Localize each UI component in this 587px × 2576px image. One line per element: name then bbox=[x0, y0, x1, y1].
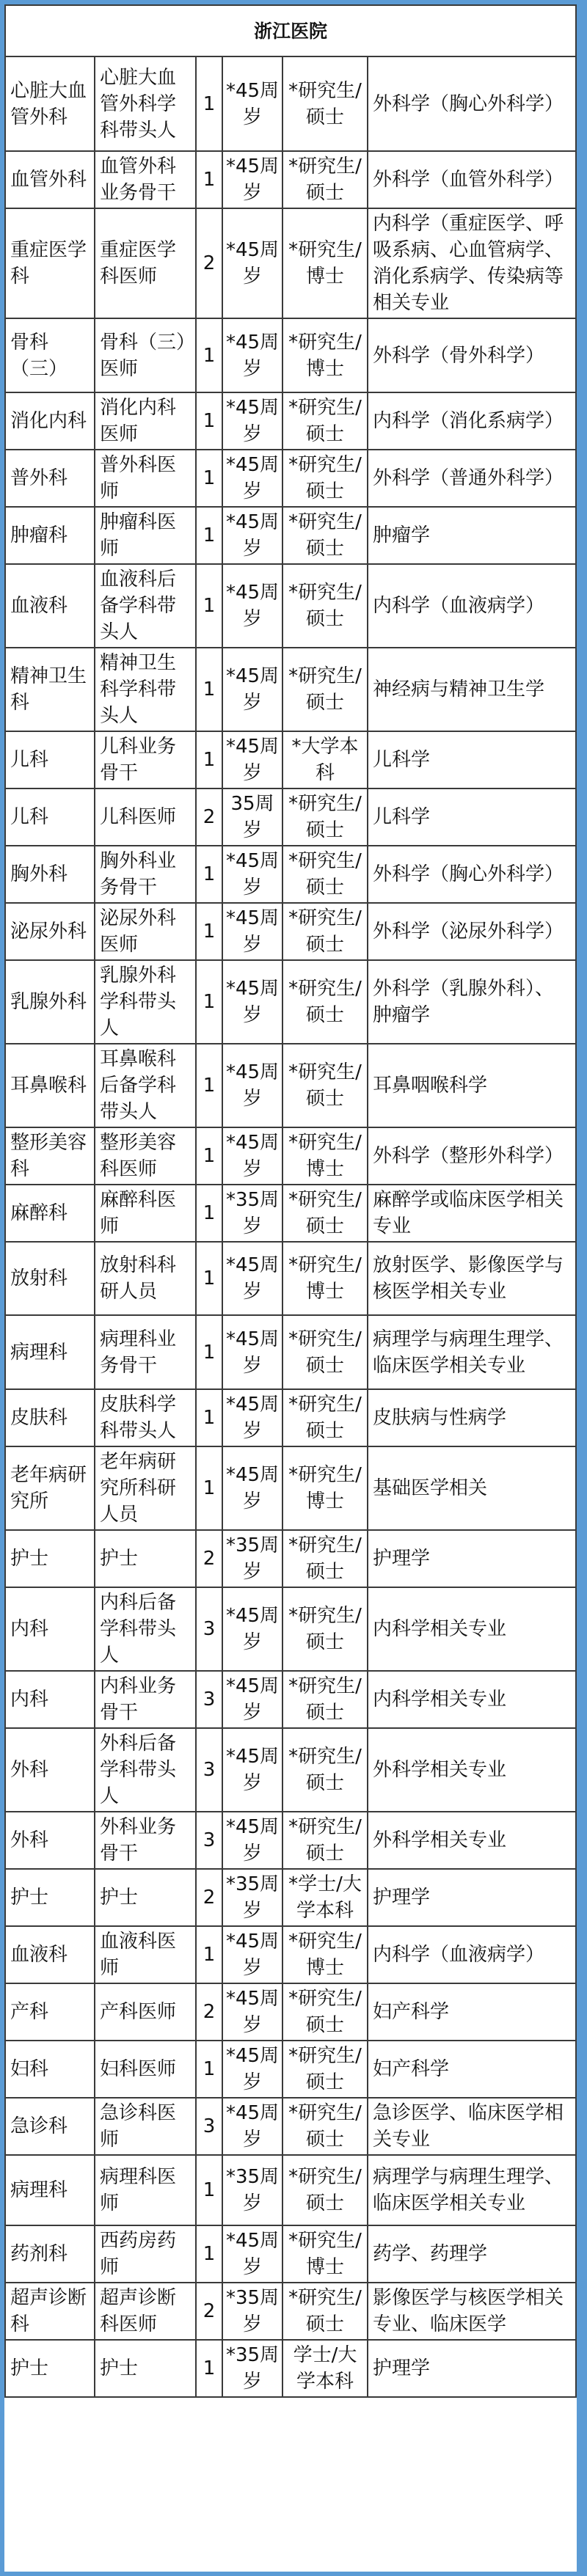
count-cell: 2 bbox=[196, 208, 222, 318]
count-cell: 1 bbox=[196, 2155, 222, 2225]
dept-cell: 妇科 bbox=[5, 2041, 95, 2098]
major-cell: 肿瘤学 bbox=[368, 507, 576, 564]
major-cell: 外科学（胸心外科学） bbox=[368, 56, 576, 151]
count-cell: 1 bbox=[196, 1044, 222, 1127]
table-row bbox=[5, 507, 576, 564]
dept-cell: 重症医学科 bbox=[5, 208, 95, 318]
age-cell: *45周岁 bbox=[222, 564, 282, 648]
dept-cell: 普外科 bbox=[5, 450, 95, 507]
major-cell: 药学、药理学 bbox=[368, 2225, 576, 2283]
education-cell: *研究生/硕士 bbox=[282, 1728, 368, 1812]
position-cell: 心脏大血管外科学科带头人 bbox=[95, 56, 196, 151]
count-cell: 3 bbox=[196, 1587, 222, 1671]
position-cell: 皮肤科学科带头人 bbox=[95, 1389, 196, 1446]
table-row bbox=[5, 1127, 576, 1185]
education-cell: *研究生/硕士 bbox=[282, 648, 368, 731]
table-row bbox=[5, 1587, 576, 1671]
age-cell: *45周岁 bbox=[222, 318, 282, 392]
major-cell: 麻醉学或临床医学相关专业 bbox=[368, 1185, 576, 1242]
dept-cell: 血液科 bbox=[5, 564, 95, 648]
education-cell: *研究生/硕士 bbox=[282, 903, 368, 960]
education-cell: *学士/大学本科 bbox=[282, 1869, 368, 1926]
age-cell: *45周岁 bbox=[222, 1446, 282, 1530]
education-cell: *研究生/硕士 bbox=[282, 1389, 368, 1446]
dept-cell: 耳鼻喉科 bbox=[5, 1044, 95, 1127]
dept-cell: 精神卫生科 bbox=[5, 648, 95, 731]
position-cell: 血管外科业务骨干 bbox=[95, 151, 196, 208]
position-cell: 泌尿外科医师 bbox=[95, 903, 196, 960]
education-cell: *研究生/博士 bbox=[282, 318, 368, 392]
education-cell: *研究生/硕士 bbox=[282, 1812, 368, 1869]
position-cell: 血液科医师 bbox=[95, 1926, 196, 1983]
dept-cell: 护士 bbox=[5, 1869, 95, 1926]
education-cell: *研究生/博士 bbox=[282, 1242, 368, 1315]
major-cell: 内科学（重症医学、呼吸系病、心血管病学、消化系病学、传染病等相关专业 bbox=[368, 208, 576, 318]
dept-cell: 消化内科 bbox=[5, 392, 95, 450]
dept-cell: 胸外科 bbox=[5, 846, 95, 903]
dept-cell: 护士 bbox=[5, 2340, 95, 2397]
position-cell: 血液科后备学科带头人 bbox=[95, 564, 196, 648]
age-cell: *45周岁 bbox=[222, 2225, 282, 2283]
major-cell: 内科学（血液病学） bbox=[368, 564, 576, 648]
table-row bbox=[5, 1185, 576, 1242]
major-cell: 内科学相关专业 bbox=[368, 1671, 576, 1728]
table-row bbox=[5, 318, 576, 392]
age-cell: *35周岁 bbox=[222, 2155, 282, 2225]
major-cell: 内科学（血液病学） bbox=[368, 1926, 576, 1983]
age-cell: *35周岁 bbox=[222, 2340, 282, 2397]
table-row bbox=[5, 56, 576, 151]
major-cell: 外科学（骨外科学） bbox=[368, 318, 576, 392]
position-cell: 骨科（三）医师 bbox=[95, 318, 196, 392]
position-cell: 儿科医师 bbox=[95, 788, 196, 846]
dept-cell: 产科 bbox=[5, 1983, 95, 2041]
count-cell: 3 bbox=[196, 2098, 222, 2155]
table-row bbox=[5, 2155, 576, 2225]
dept-cell: 肿瘤科 bbox=[5, 507, 95, 564]
education-cell: *研究生/硕士 bbox=[282, 450, 368, 507]
table-row bbox=[5, 2098, 576, 2155]
education-cell: *研究生/硕士 bbox=[282, 2098, 368, 2155]
age-cell: *45周岁 bbox=[222, 1983, 282, 2041]
major-cell: 耳鼻咽喉科学 bbox=[368, 1044, 576, 1127]
education-cell: *研究生/硕士 bbox=[282, 2155, 368, 2225]
table-row bbox=[5, 1869, 576, 1926]
age-cell: *45周岁 bbox=[222, 1389, 282, 1446]
dept-cell: 放射科 bbox=[5, 1242, 95, 1315]
count-cell: 1 bbox=[196, 392, 222, 450]
table-row bbox=[5, 846, 576, 903]
major-cell: 急诊医学、临床医学相关专业 bbox=[368, 2098, 576, 2155]
major-cell: 外科学（血管外科学） bbox=[368, 151, 576, 208]
dept-cell: 骨科（三） bbox=[5, 318, 95, 392]
count-cell: 1 bbox=[196, 903, 222, 960]
age-cell: *45周岁 bbox=[222, 648, 282, 731]
table-row bbox=[5, 1389, 576, 1446]
position-cell: 麻醉科医师 bbox=[95, 1185, 196, 1242]
education-cell: *研究生/硕士 bbox=[282, 1587, 368, 1671]
position-cell: 病理科医师 bbox=[95, 2155, 196, 2225]
major-cell: 皮肤病与性病学 bbox=[368, 1389, 576, 1446]
age-cell: *35周岁 bbox=[222, 1185, 282, 1242]
table-row bbox=[5, 1983, 576, 2041]
major-cell: 外科学（普通外科学） bbox=[368, 450, 576, 507]
position-cell: 耳鼻喉科后备学科带头人 bbox=[95, 1044, 196, 1127]
count-cell: 2 bbox=[196, 2283, 222, 2340]
major-cell: 护理学 bbox=[368, 1869, 576, 1926]
education-cell: *研究生/硕士 bbox=[282, 56, 368, 151]
major-cell: 儿科学 bbox=[368, 731, 576, 788]
age-cell: *45周岁 bbox=[222, 392, 282, 450]
education-cell: *研究生/博士 bbox=[282, 208, 368, 318]
dept-cell: 内科 bbox=[5, 1587, 95, 1671]
dept-cell: 老年病研究所 bbox=[5, 1446, 95, 1530]
count-cell: 3 bbox=[196, 1812, 222, 1869]
table-row bbox=[5, 788, 576, 846]
count-cell: 1 bbox=[196, 2340, 222, 2397]
count-cell: 1 bbox=[196, 1242, 222, 1315]
position-cell: 精神卫生科学科带头人 bbox=[95, 648, 196, 731]
position-cell: 急诊科医师 bbox=[95, 2098, 196, 2155]
education-cell: *研究生/硕士 bbox=[282, 1983, 368, 2041]
count-cell: 1 bbox=[196, 450, 222, 507]
position-cell: 护士 bbox=[95, 2340, 196, 2397]
education-cell: *研究生/博士 bbox=[282, 1926, 368, 1983]
count-cell: 3 bbox=[196, 1728, 222, 1812]
count-cell: 1 bbox=[196, 1926, 222, 1983]
dept-cell: 麻醉科 bbox=[5, 1185, 95, 1242]
count-cell: 1 bbox=[196, 846, 222, 903]
position-cell: 胸外科业务骨干 bbox=[95, 846, 196, 903]
dept-cell: 血管外科 bbox=[5, 151, 95, 208]
education-cell: *研究生/硕士 bbox=[282, 960, 368, 1044]
major-cell: 外科学（整形外科学） bbox=[368, 1127, 576, 1185]
count-cell: 1 bbox=[196, 2041, 222, 2098]
age-cell: *45周岁 bbox=[222, 903, 282, 960]
education-cell: *研究生/硕士 bbox=[282, 2283, 368, 2340]
position-cell: 重症医学科医师 bbox=[95, 208, 196, 318]
position-cell: 肿瘤科医师 bbox=[95, 507, 196, 564]
major-cell: 外科学（胸心外科学） bbox=[368, 846, 576, 903]
age-cell: *45周岁 bbox=[222, 2098, 282, 2155]
dept-cell: 血液科 bbox=[5, 1926, 95, 1983]
count-cell: 1 bbox=[196, 1389, 222, 1446]
table-row bbox=[5, 2340, 576, 2397]
count-cell: 1 bbox=[196, 56, 222, 151]
major-cell: 护理学 bbox=[368, 1530, 576, 1587]
age-cell: *45周岁 bbox=[222, 56, 282, 151]
position-cell: 内科后备学科带头人 bbox=[95, 1587, 196, 1671]
age-cell: *45周岁 bbox=[222, 2041, 282, 2098]
age-cell: *45周岁 bbox=[222, 1926, 282, 1983]
table-row bbox=[5, 151, 576, 208]
education-cell: *研究生/硕士 bbox=[282, 846, 368, 903]
age-cell: *45周岁 bbox=[222, 1242, 282, 1315]
table-row bbox=[5, 1242, 576, 1315]
major-cell: 内科学（消化系病学） bbox=[368, 392, 576, 450]
major-cell: 外科学相关专业 bbox=[368, 1812, 576, 1869]
major-cell: 外科学（泌尿外科学） bbox=[368, 903, 576, 960]
count-cell: 1 bbox=[196, 1127, 222, 1185]
table-row bbox=[5, 2041, 576, 2098]
age-cell: *45周岁 bbox=[222, 151, 282, 208]
dept-cell: 心脏大血管外科 bbox=[5, 56, 95, 151]
table-row bbox=[5, 1044, 576, 1127]
major-cell: 病理学与病理生理学、临床医学相关专业 bbox=[368, 1315, 576, 1389]
position-cell: 普外科医师 bbox=[95, 450, 196, 507]
dept-cell: 儿科 bbox=[5, 731, 95, 788]
dept-cell: 超声诊断科 bbox=[5, 2283, 95, 2340]
major-cell: 放射医学、影像医学与核医学相关专业 bbox=[368, 1242, 576, 1315]
position-cell: 妇科医师 bbox=[95, 2041, 196, 2098]
major-cell: 护理学 bbox=[368, 2340, 576, 2397]
table-row bbox=[5, 392, 576, 450]
education-cell: *研究生/硕士 bbox=[282, 1315, 368, 1389]
age-cell: *45周岁 bbox=[222, 507, 282, 564]
dept-cell: 药剂科 bbox=[5, 2225, 95, 2283]
table-row bbox=[5, 960, 576, 1044]
dept-cell: 乳腺外科 bbox=[5, 960, 95, 1044]
table-row bbox=[5, 731, 576, 788]
age-cell: *45周岁 bbox=[222, 1044, 282, 1127]
age-cell: 35周岁 bbox=[222, 788, 282, 846]
table-row bbox=[5, 564, 576, 648]
table-body bbox=[5, 56, 576, 2397]
count-cell: 2 bbox=[196, 1530, 222, 1587]
count-cell: 1 bbox=[196, 648, 222, 731]
count-cell: 2 bbox=[196, 788, 222, 846]
table-row bbox=[5, 1671, 576, 1728]
position-cell: 整形美容科医师 bbox=[95, 1127, 196, 1185]
education-cell: *研究生/硕士 bbox=[282, 2041, 368, 2098]
recruitment-table bbox=[4, 56, 577, 2398]
education-cell: *研究生/硕士 bbox=[282, 1671, 368, 1728]
major-cell: 外科学（乳腺外科）、肿瘤学 bbox=[368, 960, 576, 1044]
table-row bbox=[5, 1446, 576, 1530]
table-row bbox=[5, 1530, 576, 1587]
education-cell: *研究生/博士 bbox=[282, 2225, 368, 2283]
education-cell: *研究生/博士 bbox=[282, 1446, 368, 1530]
education-cell: *研究生/硕士 bbox=[282, 564, 368, 648]
education-cell: *研究生/硕士 bbox=[282, 1530, 368, 1587]
dept-cell: 泌尿外科 bbox=[5, 903, 95, 960]
table-row bbox=[5, 1926, 576, 1983]
table-title: 浙江医院 bbox=[4, 4, 577, 56]
major-cell: 神经病与精神卫生学 bbox=[368, 648, 576, 731]
age-cell: *45周岁 bbox=[222, 1812, 282, 1869]
table-row bbox=[5, 648, 576, 731]
major-cell: 妇产科学 bbox=[368, 2041, 576, 2098]
education-cell: *大学本科 bbox=[282, 731, 368, 788]
position-cell: 产科医师 bbox=[95, 1983, 196, 2041]
age-cell: *35周岁 bbox=[222, 1869, 282, 1926]
age-cell: *45周岁 bbox=[222, 1127, 282, 1185]
age-cell: *45周岁 bbox=[222, 960, 282, 1044]
dept-cell: 外科 bbox=[5, 1812, 95, 1869]
count-cell: 3 bbox=[196, 1671, 222, 1728]
position-cell: 外科后备学科带头人 bbox=[95, 1728, 196, 1812]
dept-cell: 儿科 bbox=[5, 788, 95, 846]
table-row bbox=[5, 450, 576, 507]
position-cell: 老年病研究所科研人员 bbox=[95, 1446, 196, 1530]
table-row bbox=[5, 208, 576, 318]
education-cell: *研究生/硕士 bbox=[282, 392, 368, 450]
education-cell: *研究生/硕士 bbox=[282, 1044, 368, 1127]
dept-cell: 外科 bbox=[5, 1728, 95, 1812]
major-cell: 儿科学 bbox=[368, 788, 576, 846]
dept-cell: 护士 bbox=[5, 1530, 95, 1587]
position-cell: 西药房药师 bbox=[95, 2225, 196, 2283]
position-cell: 儿科业务骨干 bbox=[95, 731, 196, 788]
position-cell: 消化内科医师 bbox=[95, 392, 196, 450]
age-cell: *45周岁 bbox=[222, 1728, 282, 1812]
table-row bbox=[5, 1812, 576, 1869]
count-cell: 1 bbox=[196, 1315, 222, 1389]
count-cell: 1 bbox=[196, 2225, 222, 2283]
table-row bbox=[5, 903, 576, 960]
count-cell: 1 bbox=[196, 507, 222, 564]
age-cell: *35周岁 bbox=[222, 2283, 282, 2340]
table-row bbox=[5, 1728, 576, 1812]
dept-cell: 病理科 bbox=[5, 1315, 95, 1389]
count-cell: 1 bbox=[196, 564, 222, 648]
major-cell: 基础医学相关 bbox=[368, 1446, 576, 1530]
dept-cell: 皮肤科 bbox=[5, 1389, 95, 1446]
count-cell: 1 bbox=[196, 731, 222, 788]
count-cell: 1 bbox=[196, 151, 222, 208]
education-cell: *研究生/硕士 bbox=[282, 151, 368, 208]
dept-cell: 病理科 bbox=[5, 2155, 95, 2225]
table-row bbox=[5, 2225, 576, 2283]
position-cell: 外科业务骨干 bbox=[95, 1812, 196, 1869]
age-cell: *45周岁 bbox=[222, 846, 282, 903]
position-cell: 护士 bbox=[95, 1869, 196, 1926]
major-cell: 妇产科学 bbox=[368, 1983, 576, 2041]
position-cell: 内科业务骨干 bbox=[95, 1671, 196, 1728]
count-cell: 1 bbox=[196, 960, 222, 1044]
major-cell: 病理学与病理生理学、临床医学相关专业 bbox=[368, 2155, 576, 2225]
table-row bbox=[5, 2283, 576, 2340]
dept-cell: 急诊科 bbox=[5, 2098, 95, 2155]
age-cell: *45周岁 bbox=[222, 1315, 282, 1389]
education-cell: *研究生/硕士 bbox=[282, 1185, 368, 1242]
position-cell: 超声诊断科医师 bbox=[95, 2283, 196, 2340]
age-cell: *35周岁 bbox=[222, 1530, 282, 1587]
count-cell: 2 bbox=[196, 1983, 222, 2041]
count-cell: 1 bbox=[196, 318, 222, 392]
count-cell: 2 bbox=[196, 1869, 222, 1926]
position-cell: 乳腺外科学科带头人 bbox=[95, 960, 196, 1044]
age-cell: *45周岁 bbox=[222, 1587, 282, 1671]
major-cell: 内科学相关专业 bbox=[368, 1587, 576, 1671]
age-cell: *45周岁 bbox=[222, 450, 282, 507]
dept-cell: 内科 bbox=[5, 1671, 95, 1728]
position-cell: 护士 bbox=[95, 1530, 196, 1587]
age-cell: *45周岁 bbox=[222, 208, 282, 318]
education-cell: *研究生/博士 bbox=[282, 1127, 368, 1185]
position-cell: 病理科业务骨干 bbox=[95, 1315, 196, 1389]
count-cell: 1 bbox=[196, 1446, 222, 1530]
count-cell: 1 bbox=[196, 1185, 222, 1242]
dept-cell: 整形美容科 bbox=[5, 1127, 95, 1185]
education-cell: *研究生/硕士 bbox=[282, 507, 368, 564]
table-row bbox=[5, 1315, 576, 1389]
education-cell: *研究生/硕士 bbox=[282, 788, 368, 846]
education-cell: 学士/大学本科 bbox=[282, 2340, 368, 2397]
recruitment-sheet bbox=[4, 4, 577, 2572]
age-cell: *45周岁 bbox=[222, 731, 282, 788]
position-cell: 放射科科研人员 bbox=[95, 1242, 196, 1315]
age-cell: *45周岁 bbox=[222, 1671, 282, 1728]
major-cell: 外科学相关专业 bbox=[368, 1728, 576, 1812]
major-cell: 影像医学与核医学相关专业、临床医学 bbox=[368, 2283, 576, 2340]
